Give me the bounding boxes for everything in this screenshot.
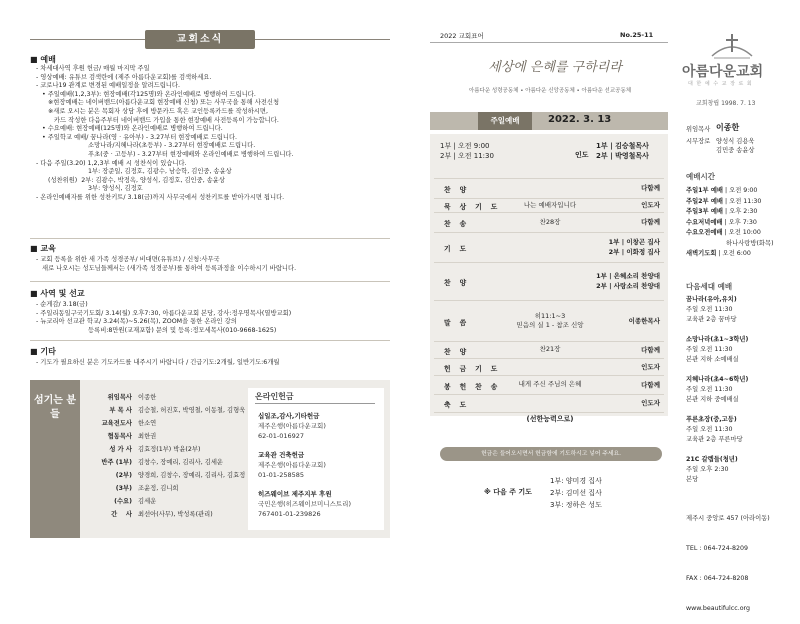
notice-line: 1부: 장준일, 김정호, 김광수, 남승학, 김인중, 송윤상 <box>36 168 232 176</box>
community-tags: 아름다운 성령공동체 • 아름다운 신앙공동체 • 아름다운 선교공동체 <box>468 88 632 94</box>
order-leader <box>609 237 660 257</box>
section-mission-heading: ■ 사역 및 선교 <box>30 289 85 298</box>
offering-label: 히즈웨이브 제주지부 후원 <box>258 490 332 498</box>
service-times-title: 예배시간 <box>686 172 715 181</box>
order-leader <box>641 398 660 408</box>
ministry-name: 소망나라(초1~3학년) <box>686 336 749 343</box>
offering-rule <box>255 403 375 404</box>
worship-notices <box>36 65 294 203</box>
notice-line: - 영상예배: 유튜브 검색란에 (제주 아름다운교회)를 검색하세요. <box>36 73 212 81</box>
servant-role: 간 사 <box>111 511 132 518</box>
order-divider <box>434 232 664 233</box>
mission-notices <box>36 301 291 335</box>
order-divider <box>434 212 664 213</box>
ministry-time: 주일 오전 11:30 <box>686 346 733 353</box>
ministry-place: 교육관 2층 꿈마당 <box>686 316 737 323</box>
issue-number: No.25-11 <box>620 31 654 39</box>
order-leader-line: 다함께 <box>641 218 660 226</box>
servant-names: 양경희, 김창수, 장예리, 김리사, 김효정 <box>138 472 246 479</box>
service-leaders <box>596 141 649 161</box>
second-leader: 2부 | 박영철목사 <box>596 152 649 160</box>
etc-heading-text: 기타 <box>40 347 56 356</box>
order-content <box>470 201 630 210</box>
ministry-name: 꿈나라(유아,유치) <box>686 296 737 303</box>
service-time-row <box>686 198 761 207</box>
order-divider <box>434 375 664 376</box>
servant-role: 교육전도사 <box>101 420 132 427</box>
order-leader-line: 다함께 <box>641 184 660 192</box>
divider <box>30 281 390 282</box>
order-leader-line: 1부 | 은혜소리 찬양대 <box>596 272 660 280</box>
servants-heading: 섬기는 분들 <box>30 380 80 538</box>
notice-line: • 수요예배: 현장예배(125명)와 온라인예배로 병행하여 드립니다. <box>36 125 223 133</box>
next-prayer-label: ※ 다음 주 기도 <box>484 488 532 496</box>
denomination: 대 한 예 수 교 장 로 회 <box>688 81 753 87</box>
order-leader-line: 인도자 <box>641 201 660 209</box>
notice-line: • 주일예배(1,2,3부): 현장예배(각125명)와 온라인예배로 병행하여 드립니다. <box>36 90 256 98</box>
order-content-line: 내게 주신 주님의 은혜 <box>518 380 582 388</box>
service-time-row <box>686 250 751 259</box>
offering-box <box>248 388 384 530</box>
notice-line: - 코로나19 관계로 변경된 예배일정을 알려드립니다. <box>36 82 180 90</box>
notice-line: 등록비:8만원(교재포함) 문의 및 등록:정모세목사(010-9668-1625) <box>36 326 277 334</box>
order-content <box>470 380 630 389</box>
order-divider <box>434 394 664 395</box>
leader-label: 인도 <box>575 151 589 159</box>
ministry-name: 21C 갈렙들(청년) <box>686 456 738 463</box>
order-label: 축도 <box>444 401 476 409</box>
offering-label: 교육관 건축헌금 <box>258 451 305 459</box>
servant-names: 최선아(사무), 박성록(관리) <box>138 511 213 518</box>
ministry-time: 주일 오전 11:30 <box>686 426 733 433</box>
service-hour: | 오전 10:00 <box>722 229 761 236</box>
prayer-person: 2부: 김미선 집사 <box>550 489 602 497</box>
service-name: 주일1부 예배 <box>686 187 723 194</box>
servant-names: 최한권 <box>138 433 157 440</box>
order-label: 찬양 <box>444 279 476 287</box>
prayer-person: 3부: 정하은 성도 <box>550 501 602 509</box>
ministry-time: 주일 오전 11:30 <box>686 306 733 313</box>
prayer-person: 1부: 양미경 집사 <box>550 477 602 485</box>
notice-line: - 기도가 필요하신 분은 기도카드를 내주시기 바랍니다 / 긴급기도:2개월, 일반기도:6개월 <box>36 359 280 366</box>
ministry-place: 본관 지하 소예배실 <box>686 356 739 363</box>
notice-line: ※새로 오시는 분은 목회자 상담 후에 방문카드 혹은 교인등록카드를 작성하시면, <box>36 107 268 115</box>
service-time-row: 하나사랑방(화목) <box>686 239 774 247</box>
service-hour: | 오후 7:30 <box>722 218 757 226</box>
service-time-row <box>686 208 757 217</box>
offering-label: 십일조,감사,기타헌금 <box>258 412 320 420</box>
servant-names: 김세운 <box>138 498 157 505</box>
order-leader-line: 2부 | 사랑소리 찬양대 <box>596 282 660 290</box>
website-link[interactable]: www.beautifulcc.org <box>686 605 751 612</box>
offering-bank: 제주은행(아름다운교회) <box>258 461 326 469</box>
servant-names: 이종한 <box>138 394 157 401</box>
order-label: 기도 <box>444 245 476 253</box>
fax: FAX : 064-724-8208 <box>686 575 749 582</box>
edu-notices <box>36 256 296 273</box>
order-label: 말씀 <box>444 318 476 327</box>
notice-line: - 뉴코리아 선교관 학교/ 3.24(목)~5.26(목), ZOOM을 통한 온라인 강의 <box>36 318 237 326</box>
notice-line: - 순게감/ 3.18(금) <box>36 301 88 308</box>
address: 제주시 중앙로 457 (아라이동) <box>686 515 770 522</box>
motto-slogan: 세상에 은혜를 구하리라 <box>488 60 622 75</box>
worship-date: 2022. 3. 13 <box>548 114 612 125</box>
section-worship-heading: ■ 예배 <box>30 55 56 64</box>
ministry-time: 주일 오전 11:30 <box>686 386 733 393</box>
servant-names: 조윤정, 김니희 <box>138 485 179 492</box>
servant-names: 한소연 <box>138 420 157 427</box>
order-content-line: 믿음의 실 1 - 참조 신앙 <box>516 320 584 329</box>
first-leader: 1부 | 김승철목사 <box>596 142 649 150</box>
order-content-line: 나는 예배자입니다 <box>523 200 577 209</box>
ministry-name: 푸른초장(중,고등) <box>686 416 737 423</box>
notice-line: 새로 나오시는 성도님들께서는 (새가족 성경공부)를 통하여 등록과정을 이수하시기 바랍니다. <box>36 264 297 272</box>
section-etc-heading: ■ 기타 <box>30 347 56 356</box>
servant-role: 부 목 사 <box>109 407 132 414</box>
order-label: 찬양 <box>444 186 476 194</box>
offering-title: 온라인헌금 <box>255 392 294 401</box>
servant-role: (3부) <box>115 485 132 492</box>
service-time-row <box>686 187 757 196</box>
order-leader-line: 인도자 <box>641 399 660 407</box>
order-leader-line: 다함께 <box>641 380 660 389</box>
notice-line: 푸초(중 · 고등부) - 3.27부터 현장예배와 온라인예배로 병행하여 드립니다. <box>36 150 294 158</box>
notice-line: 3부: 양성식, 김정호 <box>36 185 143 193</box>
section-edu-heading: ■ 교육 <box>30 244 56 253</box>
notice-line: - 차세대사역 후원 헌금/ 매월 마지막 주일 <box>36 65 150 72</box>
offering-account: 01-01-258585 <box>258 471 305 479</box>
service-hour: | 오전 9:00 <box>723 187 758 194</box>
order-divider <box>434 412 664 413</box>
notice-line: - 교회 등록을 위한 새 가족 성경공부/ 비대면(유튜브) / 신청:사무국 <box>36 256 220 263</box>
contact-info <box>686 494 770 624</box>
notice-line: • 주일학교 예배/ 꿈나라(영 · 유아부) - 3.27부터 현장예배로 드립니다. <box>36 133 238 141</box>
mission-heading-text: 사역 및 선교 <box>40 289 85 298</box>
servant-role: (수요) <box>114 498 132 505</box>
order-leader <box>641 200 660 210</box>
order-divider <box>434 300 664 301</box>
service-name: 주일3부 예배 <box>686 208 723 215</box>
order-divider <box>434 262 664 263</box>
order-leader <box>596 271 660 291</box>
ministry-place: 본관 지하 중예배실 <box>686 396 739 403</box>
news-title: 교회소식 <box>145 30 255 49</box>
elders-names: 양성식 김용욱 김민중 송윤상 <box>716 138 755 154</box>
ministry-place: 교육관 2층 푸른마당 <box>686 436 743 443</box>
header-rule <box>430 42 668 43</box>
order-leader <box>641 217 660 227</box>
service-hour: | 오전 6:00 <box>716 250 751 257</box>
servant-names: 김창수, 장예리, 김리사, 김세운 <box>138 459 224 466</box>
next-gen-title: 다음세대 예배 <box>686 282 733 291</box>
notice-line: - 온라인예배자를 위한 성찬키트/ 3.18(금)까지 사무국에서 성찬키트를 받아가시면 됩니다. <box>36 193 285 201</box>
founded-date: 교회창립 1998. 7. 13 <box>696 100 756 107</box>
order-leader <box>629 316 660 326</box>
offering-prayer-note: 헌금은 들어오시면서 헌금함에 기도하시고 넣어 주세요. <box>440 447 662 461</box>
order-leader <box>641 380 660 390</box>
order-content-line: 히11:1~3 <box>534 311 566 320</box>
order-content <box>470 218 630 227</box>
servant-role: 반주 (1부) <box>101 459 132 466</box>
order-label: 봉헌찬송 <box>444 382 507 391</box>
service-name: 수요저녁예배 <box>686 218 723 226</box>
first-service-time: 1부 | 오전 9:00 <box>440 142 490 150</box>
service-name: 새벽기도회 <box>686 250 717 257</box>
ministry-place: 본당 <box>686 476 699 483</box>
order-leader <box>641 183 660 193</box>
communion-note: (선한능력으로) <box>526 415 574 423</box>
notice-line: ※현장예배는 네이버밴드(아름다운교회 현장예배 신청) 또는 사무국을 통해 사전신청 <box>36 99 280 107</box>
etc-notices <box>36 359 279 368</box>
elders-role: 시무장로 <box>686 138 711 145</box>
order-content <box>470 345 630 354</box>
servant-role: (2부) <box>115 472 132 479</box>
order-content-line: 찬21장 <box>539 345 561 353</box>
offering-bank: 제주은행(아름다운교회) <box>258 422 326 430</box>
order-leader <box>641 362 660 372</box>
offering-account: 767401-01-239826 <box>258 510 321 518</box>
service-name: 수요오전예배 <box>686 229 723 236</box>
church-logo-icon <box>708 30 756 60</box>
order-content <box>470 312 630 330</box>
notice-line: - 주일리동일구국기도회/ 3.14(월) 오후7:30, 아름다운교회 본당, 강사:정우명목사(열방교회) <box>36 309 292 317</box>
notice-line: - 다음 주일(3.20) 1,2,3부 예배 시 성찬식이 있습니다. <box>36 159 187 167</box>
offering-bank: 국민은행(히즈웨이브미니스트리) <box>258 500 351 508</box>
order-content-line: 찬28장 <box>539 217 561 226</box>
phone: TEL : 064-724-8209 <box>686 545 749 552</box>
servant-names: 김승철, 허진호, 박영철, 이동철, 김형욱 <box>138 407 246 414</box>
divider <box>30 238 390 239</box>
notice-line: (성찬위원) 2부: 김광수, 박정옥, 양성식, 김정호, 김인중, 송윤상 <box>36 176 225 184</box>
edu-heading-text: 교육 <box>40 244 56 253</box>
worship-label: 주일예배 <box>478 112 532 130</box>
order-leader-line: 인도자 <box>641 362 660 371</box>
order-label: 묵상기도 <box>444 203 507 211</box>
church-name: 아름다운교회 <box>682 64 764 80</box>
order-leader-line: 2부 | 이화정 집사 <box>608 248 660 256</box>
pastor-name: 이종한 <box>716 123 740 132</box>
ministry-time: 주일 오후 2:30 <box>686 466 729 473</box>
servant-role: 위임목사 <box>107 394 132 401</box>
divider <box>30 340 390 341</box>
pastor-role: 위임목사 <box>686 126 711 133</box>
servant-role: 성 가 사 <box>109 446 132 453</box>
offering-account: 62-01-016927 <box>258 432 305 440</box>
motto-label: 2022 교회표어 <box>440 32 484 40</box>
order-label: 찬양 <box>444 347 476 356</box>
notice-line: 소망나라/지혜나라(초등부) - 3.27부터 현장예배로 드립니다. <box>36 142 256 150</box>
notice-line: 카드 작성한 다음주부터 네이버밴드 가입을 통한 현장예배 사전등록이 가능합니다. <box>36 116 279 124</box>
order-divider <box>434 198 664 199</box>
ministry-name: 지혜나라(초4~6학년) <box>686 376 749 383</box>
service-hour: | 오후 2:30 <box>723 208 758 215</box>
worship-heading-text: 예배 <box>40 55 56 64</box>
service-name: 주일2부 예배 <box>686 197 723 205</box>
order-divider <box>434 178 664 179</box>
order-leader-line: 1부 | 이창곤 집사 <box>608 238 660 246</box>
second-service-time: 2부 | 오전 11:30 <box>440 152 494 160</box>
order-label: 찬송 <box>444 220 476 228</box>
service-hour: | 오전 11:30 <box>723 197 762 205</box>
order-divider <box>434 358 664 359</box>
order-divider <box>434 341 664 342</box>
service-time-row <box>686 219 757 228</box>
order-leader <box>641 345 660 355</box>
service-times <box>440 141 494 161</box>
servant-names: 김효정(1부) 박윤(2부) <box>138 446 201 453</box>
service-time-row <box>686 229 761 238</box>
order-leader-line: 다함께 <box>641 345 660 354</box>
servant-role: 협동목사 <box>107 433 132 440</box>
order-label: 헌금기도 <box>444 364 507 373</box>
order-leader-line: 이종한목사 <box>628 316 660 325</box>
